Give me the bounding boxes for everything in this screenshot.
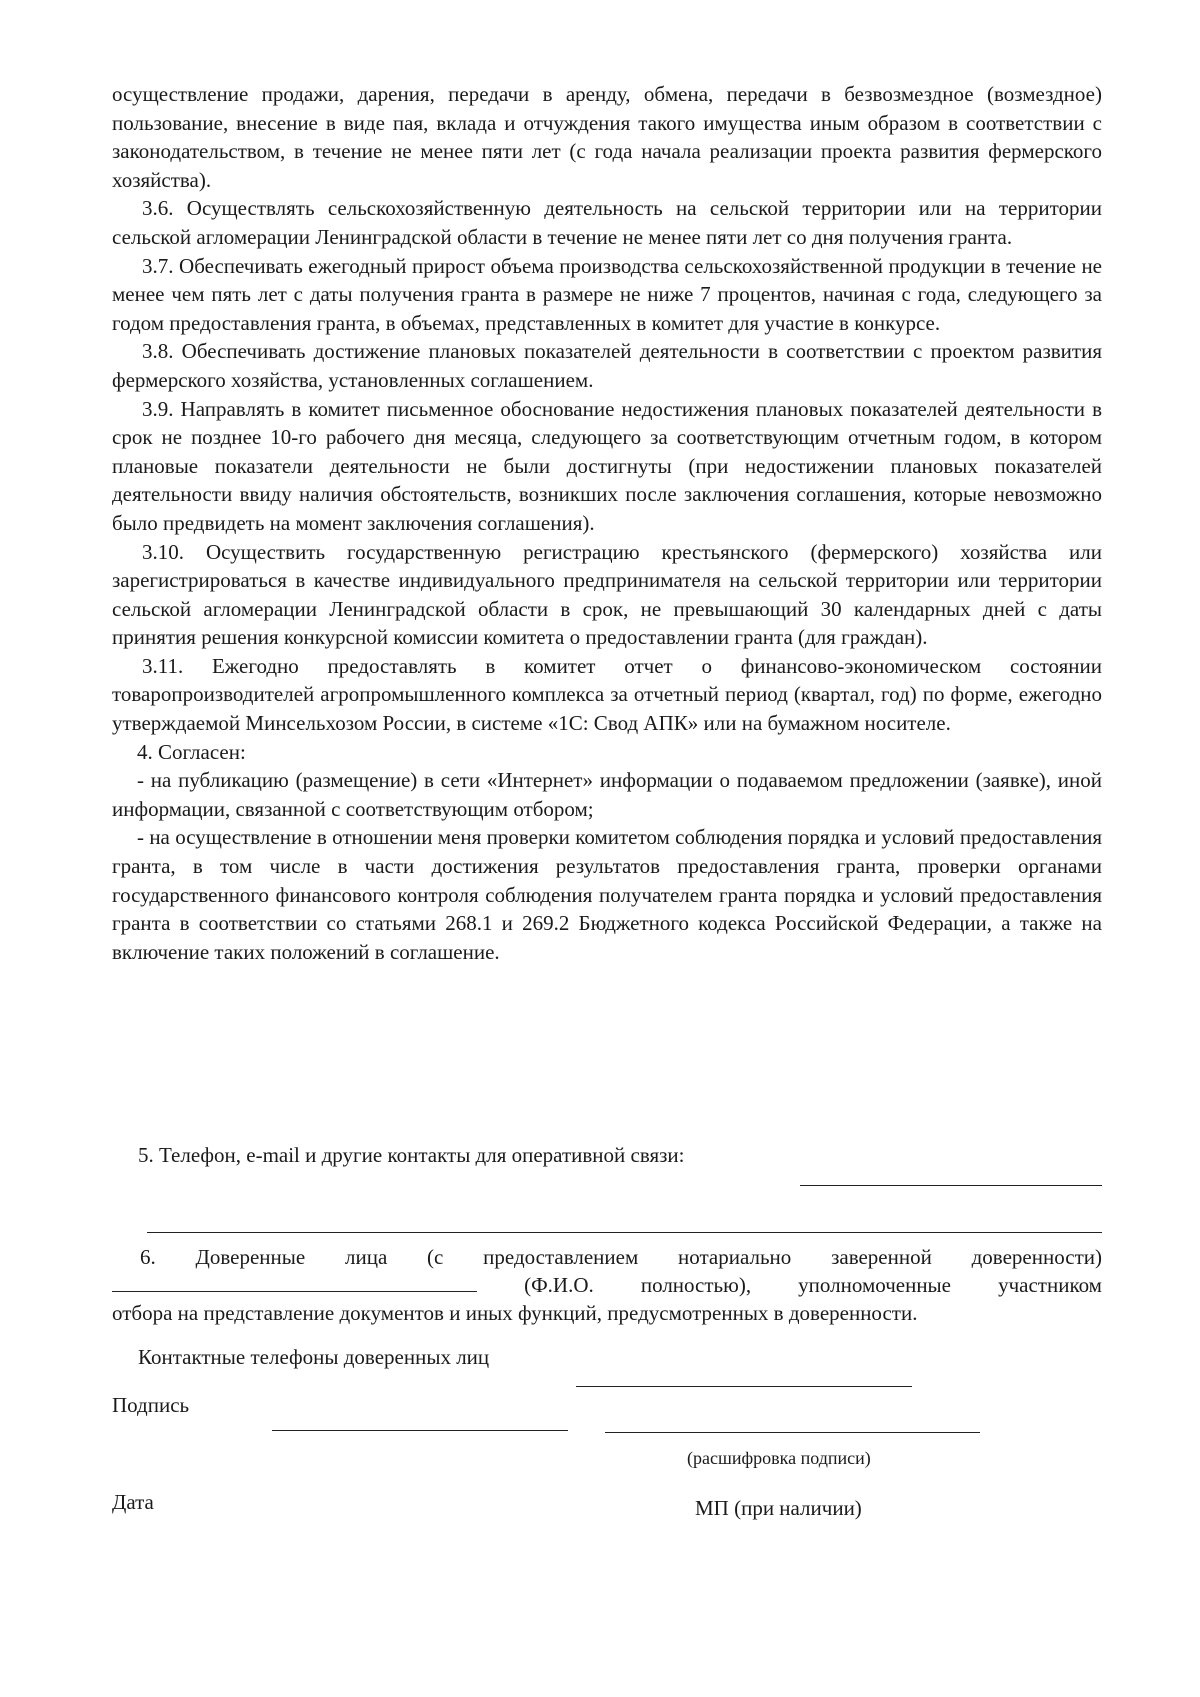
signature-label: Подпись (112, 1393, 190, 1417)
trustee-name-blank[interactable] (112, 1271, 477, 1292)
signature-blank-line[interactable] (272, 1430, 568, 1431)
contacts-blank-line-1[interactable] (800, 1185, 1102, 1186)
contacts-blank-line-2[interactable] (147, 1232, 1102, 1233)
word: участником (998, 1273, 1102, 1297)
word: предоставлением (483, 1245, 639, 1269)
signature-decode-blank-line[interactable] (605, 1432, 980, 1433)
paragraph-4-item-2: - на осуществление в отношении меня проверки комитетом соблюдения порядка и условий предоставления гранта, в том числе в части достижения результатов предоставления гранта, проверки органами государственного финансового контроля соблюдения получателем гранта порядка и условий предоставления гранта в соответствии со статьями 268.1 и 269.2 Бюджетного кодекса Российской Федерации, а также на включение таких положений в соглашение. (112, 825, 1102, 964)
paragraph-3-10: 3.10. Осуществить государственную регистрацию крестьянского (фермерского) хозяйства или зарегистрироваться в качестве индивидуального предпринимателя на сельской территории или территории сельской агломерации Ленинградской области в срок, не превышающий 30 календарных дней с даты принятия решения конкурсной комиссии комитета о предоставлении гранта (для граждан). (112, 539, 1102, 650)
trustees-line-3: отбора на представление документов и иных функций, предусмотренных в доверенности. (112, 1301, 918, 1325)
paragraph-3-8: 3.8. Обеспечивать достижение плановых показателей деятельности в соответствии с проектом развития фермерского хозяйства, установленных соглашением. (112, 339, 1102, 392)
word: (с (427, 1245, 444, 1269)
word: нотариально (678, 1245, 792, 1269)
signature-decode-label: (расшифровка подписи) (687, 1448, 871, 1468)
stamp-label: МП (при наличии) (695, 1496, 862, 1520)
trustees-paragraph (112, 1243, 1102, 1327)
paragraph-continuation: осуществление продажи, дарения, передачи в аренду, обмена, передачи в безвозмездное (возмездное) пользование, внесение в виде пая, вклада и отчуждения такого имущества иным образом в соответствии с законодательством, в течение не менее пяти лет (с года начала реализации проекта развития фермерского хозяйства). (112, 82, 1102, 192)
word: уполномоченные (798, 1273, 951, 1297)
paragraph-3-7: 3.7. Обеспечивать ежегодный прирост объема производства сельскохозяйственной продукции в течение не менее чем пять лет с даты получения гранта в размере не ниже 7 процентов, начиная с года, следующего за годом предоставления гранта, в объемах, представленных в комитет для участие в конкурсе. (112, 253, 1102, 335)
paragraph-3-9: 3.9. Направлять в комитет письменное обоснование недостижения плановых показателей деятельности в срок не позднее 10-го рабочего дня месяца, следующего за соответствующим отчетным годом, в котором плановые показатели деятельности не были достигнуты (при недостижении плановых показателей деятельности ввиду наличия обстоятельств, возникших после заключения соглашения, которые невозможно было предвидеть на момент заключения соглашения). (112, 396, 1102, 535)
document-body (112, 80, 1102, 966)
word: Доверенные (195, 1245, 306, 1269)
word: лица (344, 1245, 388, 1269)
paragraph-4-heading: 4. Согласен: (137, 739, 246, 764)
paragraph-3-11: 3.11. Ежегодно предоставлять в комитет отчет о финансово-экономическом состоянии товаропроизводителей агропромышленного комплекса за отчетный период (квартал, год) по форме, ежегодно утверждаемой Минсельхозом России, в системе «1С: Свод АПК» или на бумажном носителе. (112, 653, 1102, 736)
date-label: Дата (112, 1490, 154, 1514)
trustees-line-2 (112, 1271, 1102, 1299)
trustees-line-1 (112, 1243, 1102, 1271)
trustee-phones-blank-line[interactable] (576, 1386, 912, 1387)
word: доверенности) (971, 1245, 1102, 1269)
trustee-phones-label: Контактные телефоны доверенных лиц (138, 1345, 490, 1369)
word: полностью), (640, 1273, 752, 1297)
contacts-label: 5. Телефон, e-mail и другие контакты для оперативной связи: (138, 1143, 685, 1167)
word: (Ф.И.О. (524, 1273, 594, 1297)
paragraph-3-6: 3.6. Осуществлять сельскохозяйственную деятельность на сельской территории или на территории сельской агломерации Ленинградской области в течение не менее пяти лет со дня получения гранта. (112, 196, 1102, 249)
word: 6. (140, 1245, 156, 1269)
paragraph-4-item-1: - на публикацию (размещение) в сети «Интернет» информации о подаваемом предложении (заявке), иной информации, связанной с соответствующим отбором; (112, 768, 1102, 821)
word: заверенной (831, 1245, 932, 1269)
